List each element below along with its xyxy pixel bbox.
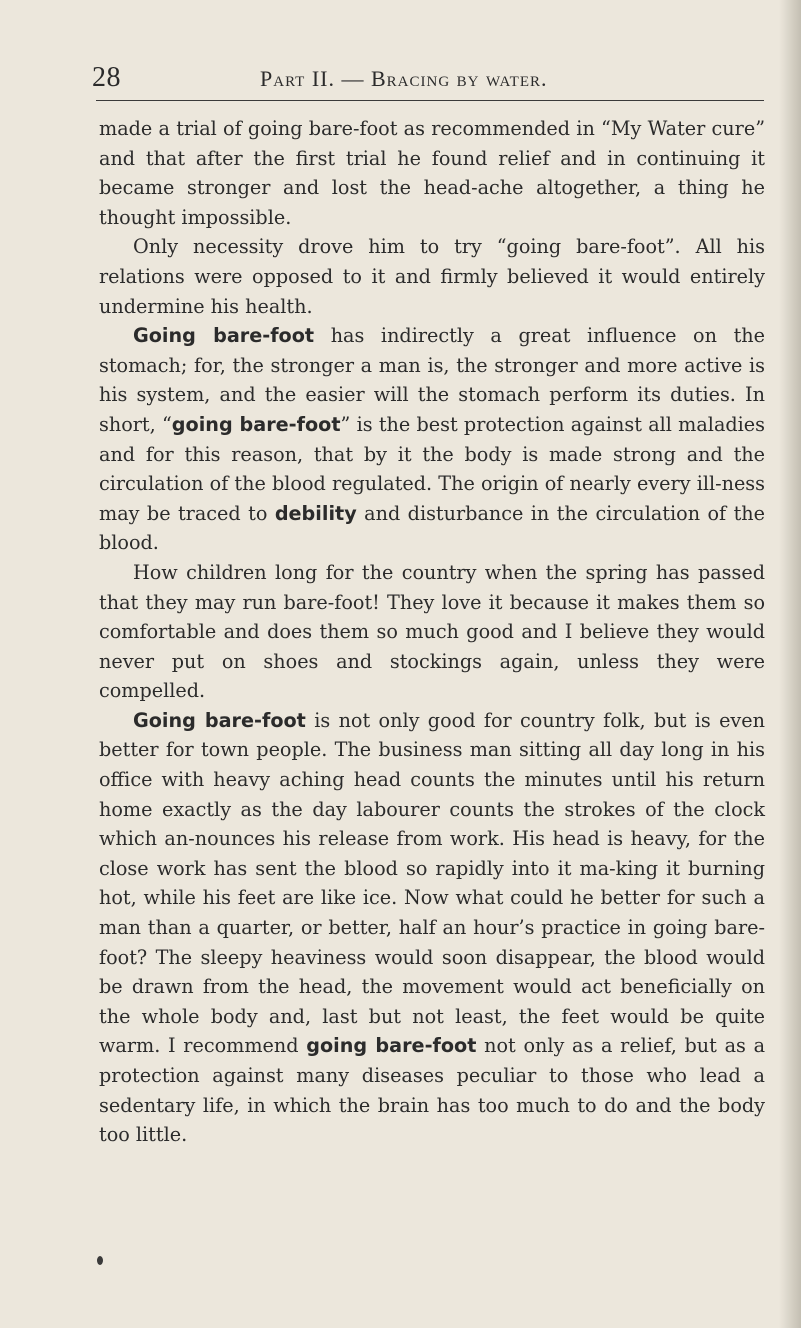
paragraph (99, 232, 765, 321)
page-edge-shadow (779, 0, 801, 1328)
bold-phrase: Going bare-foot (133, 324, 315, 348)
text-run: is not only good for country folk, but is even better for town people. The business man sitting all day long in his office with heavy aching head counts the minutes until his return home exactly as the day labourer counts the strokes of the clock which an-nounces his release from work. His head is heavy, for the close work has sent the blood so rapidly into it ma-king it burning hot, while his feet are like ice. Now what could he better for such a man than a quarter, or better, half an hour’s practice in going bare-foot? The sleepy heaviness would soon disappear, the blood would be drawn from the head, the movement would act beneficially on the whole body and, last but not least, the feet would be quite warm. I recommend (99, 708, 765, 1058)
paragraph (99, 558, 765, 706)
text-run: and disturbance in the circulation of the blood. (99, 501, 765, 555)
paragraph (99, 321, 765, 558)
text-run: made a trial of going bare-foot as recommended in “My Water cure” and that after the first trial he found relief and in continuing it became stronger and lost the head-ache altogether, a thing he thought impossible. (99, 117, 765, 229)
paragraph (99, 706, 765, 1150)
page-header (92, 62, 764, 96)
ink-speck (97, 1256, 103, 1265)
bold-phrase: Going bare-foot (133, 708, 306, 732)
body-text (99, 114, 765, 1150)
header-rule (96, 100, 764, 101)
text-run: Only necessity drove him to try “going bare-foot”. All his relations were opposed to it and firmly believed it would entirely undermine his health. (99, 235, 765, 318)
text-run: ” is the best protection against all maladies and for this reason, that by it the body is made strong and the circulation of the blood regulated. The origin of nearly every ill-ness may be traced to (99, 412, 766, 525)
bold-phrase: debility (274, 501, 357, 525)
page-number: 28 (92, 62, 121, 93)
paragraph (99, 114, 765, 232)
text-run: How children long for the country when the spring has passed that they may run bare-foot! They love it because it makes them so comfortable and does them so much good and I believe they would never put on shoes and stockings again, unless they were compelled. (99, 560, 765, 703)
bold-phrase: going bare-foot (171, 412, 341, 436)
bold-phrase: going bare-foot (306, 1034, 477, 1058)
running-head: Part II. — Bracing by water. (260, 66, 548, 91)
text-run: has indirectly a great influence on the stomach; for, the stronger a man is, the stronger and more active is his system, and the easier will the stomach perform its duties. In short, “ (99, 324, 765, 436)
text-run: not only as a relief, but as a protection against many diseases peculiar to those who lead a sedentary life, in which the brain has too much to do and the body too little. (99, 1034, 766, 1147)
